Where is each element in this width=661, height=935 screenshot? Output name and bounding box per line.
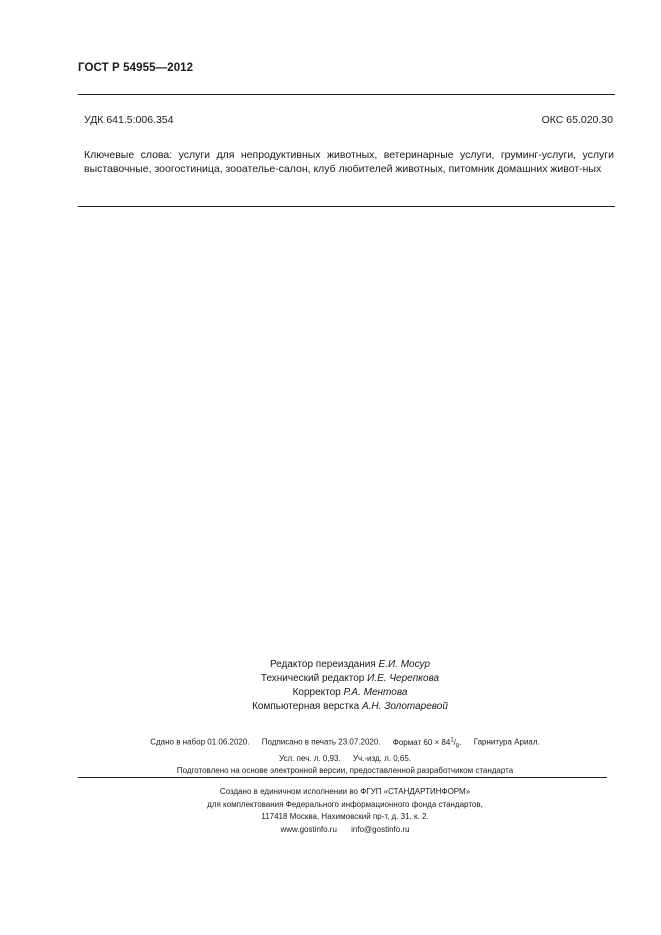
print-sheets: Усл. печ. л. 0,93. — [278, 753, 341, 763]
keywords-divider — [78, 206, 615, 207]
credit-name: Р.А. Ментова — [343, 687, 408, 698]
credit-role: Технический редактор — [260, 673, 365, 684]
credit-name: И.Е. Черепкова — [367, 673, 440, 684]
typeface: Гарнитура Ариал. — [473, 737, 540, 747]
credit-line-corrector — [160, 686, 540, 700]
credit-name: А.Н. Золотаревой — [361, 701, 448, 712]
creator-contacts — [120, 824, 570, 837]
bottom-divider — [78, 777, 607, 778]
imprint-block — [100, 734, 590, 778]
prepared-note: Подготовлено на основе электронной версии, предоставленной разработчиком стандарта — [176, 766, 514, 776]
creator-line-1: Создано в единичном исполнении во ФГУП «СТАНДАРТИНФОРМ» — [219, 787, 471, 796]
top-divider — [78, 94, 615, 95]
credit-line-tech-editor — [160, 672, 540, 686]
website-link[interactable]: www.gostinfo.ru — [280, 824, 337, 834]
credits-block — [160, 658, 540, 714]
credit-line-layout — [160, 700, 540, 714]
paper-format: Формат $60 \times 84^1/_8$. — [392, 737, 462, 750]
creator-line-2: для комплектования Федерального информационного фонда стандартов, — [207, 799, 483, 809]
oks-code: ОКС 65.020.30 — [541, 114, 613, 126]
email-link[interactable]: info@gostinfo.ru — [351, 824, 410, 834]
udk-code: УДК 641.5:006.354 — [84, 114, 174, 126]
credit-line-editor — [160, 658, 540, 672]
credit-role: Редактор переиздания — [269, 659, 376, 670]
standard-number: ГОСТ Р 54955—2012 — [78, 62, 194, 74]
keywords-paragraph: Ключевые слова: услуги для непродуктивных животных, ветеринарные услуги, груминг-услуги, услуги выставочные, зоогостиница, зооателье-салон, клуб любителей животных, питомник домашних живот-ных — [84, 149, 614, 175]
signed-date: Подписано в печать 23.07.2020. — [261, 737, 381, 747]
credit-role: Корректор — [292, 687, 341, 698]
creator-block — [120, 786, 570, 836]
imprint-line-1 — [100, 734, 590, 753]
credit-role: Компьютерная верстка — [252, 701, 360, 712]
submitted-date: Сдано в набор 01.06.2020. — [150, 737, 250, 747]
credit-name: Е.И. Мосур — [378, 659, 431, 670]
creator-address: 117418 Москва, Нахимовский пр-т, д. 31, к. 2. — [261, 812, 429, 821]
publisher-sheets: Уч.-изд. л. 0,65. — [352, 753, 412, 763]
imprint-line-2 — [100, 753, 590, 766]
